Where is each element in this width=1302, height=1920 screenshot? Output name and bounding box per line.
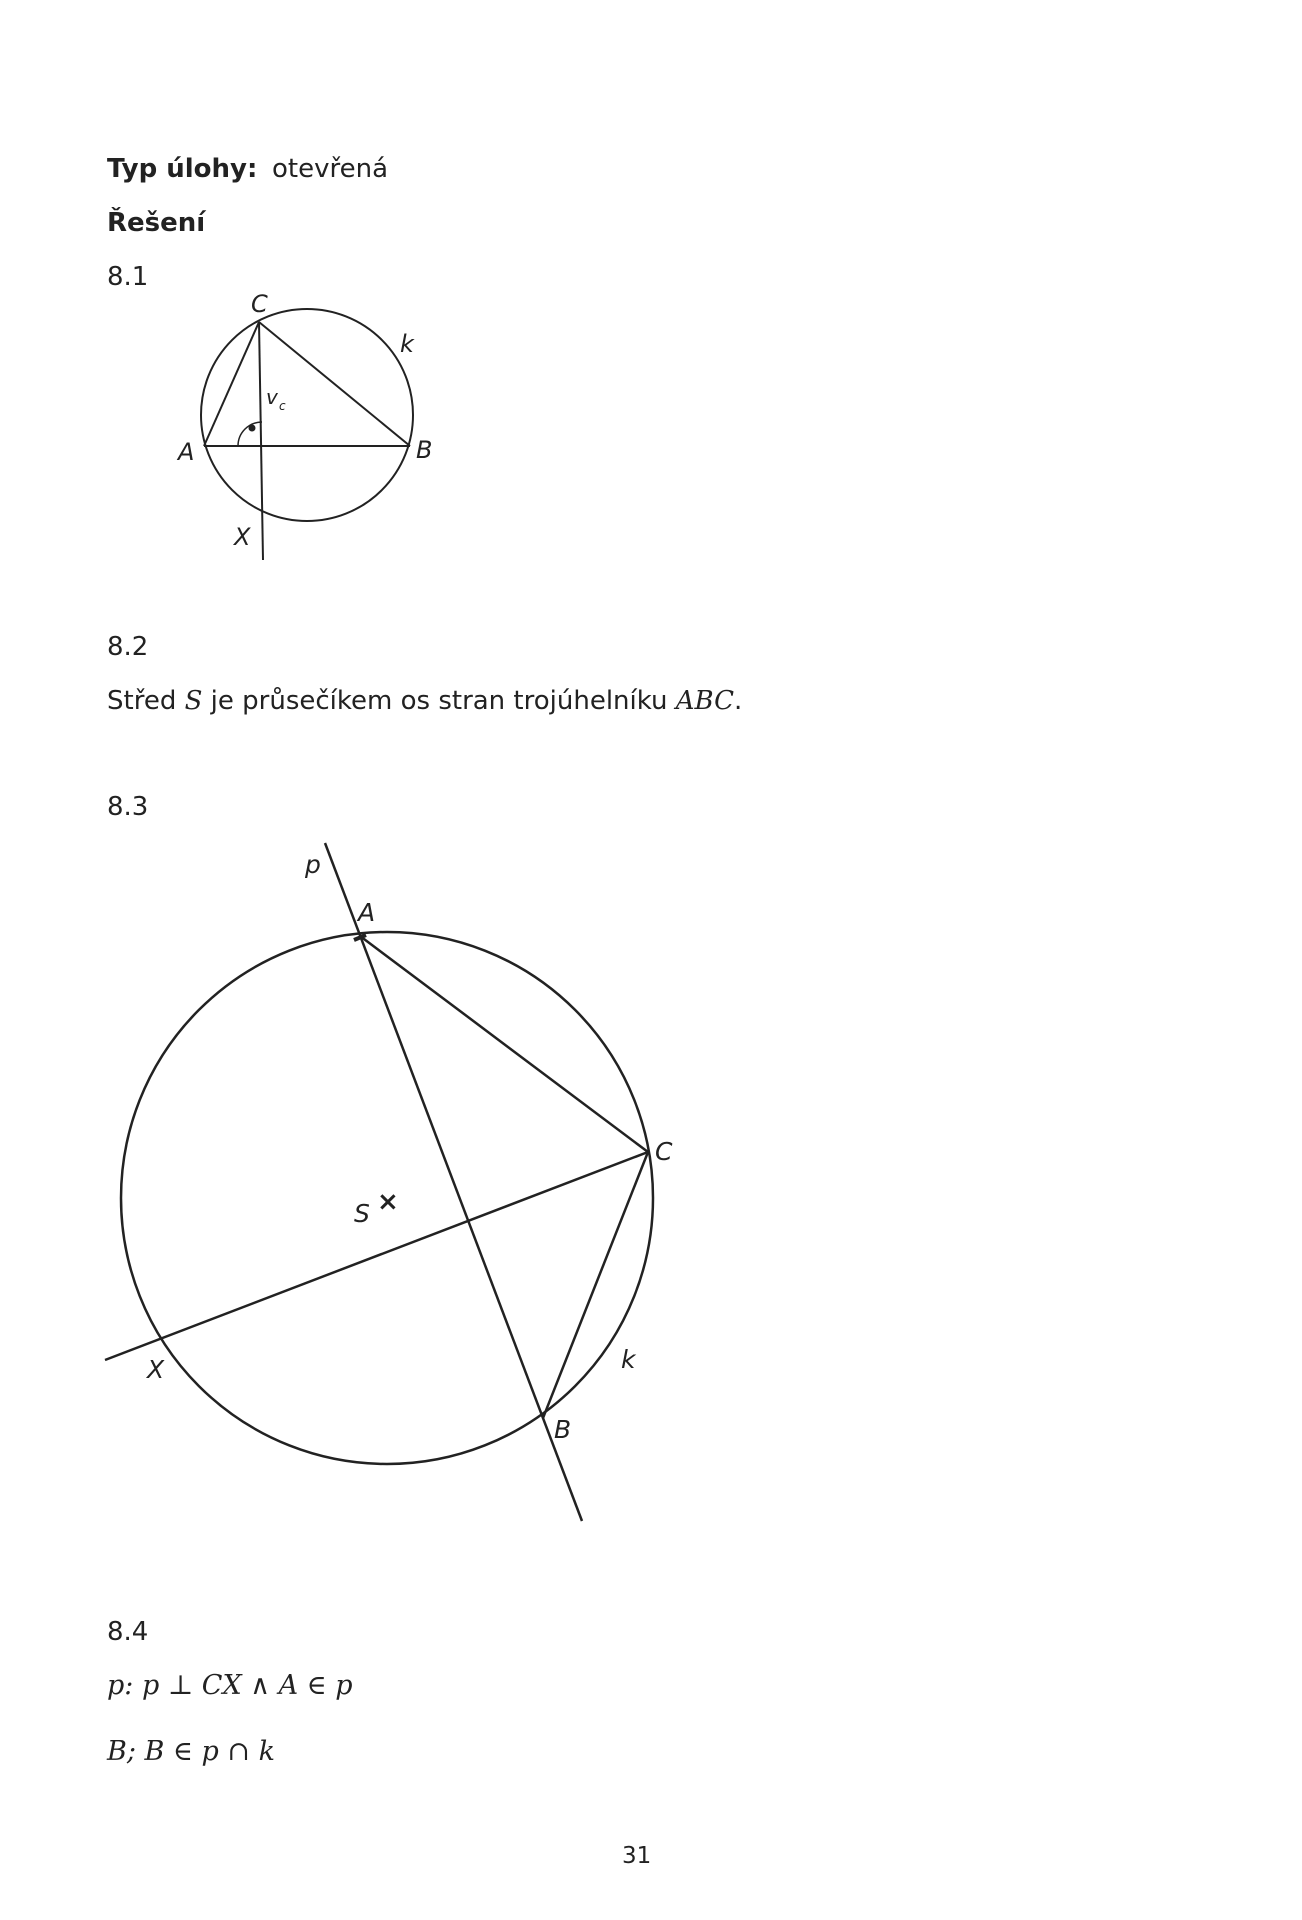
fig1-right-angle-dot (249, 425, 256, 432)
fig2-label-x: X (147, 1355, 165, 1384)
s82-text-part3: . (734, 686, 743, 716)
fig1-label-c: C (251, 290, 268, 318)
fig2-label-a: A (358, 898, 376, 927)
fig1-side-cb (259, 322, 410, 446)
fig1-label-k: k (400, 330, 414, 358)
section-8-2-text (107, 686, 742, 716)
fig2-label-s: S (354, 1199, 370, 1228)
fig1-circle-k (201, 309, 413, 521)
section-8-4-formula-2: B; B ∈ p ∩ k (107, 1736, 275, 1767)
fig2-label-b: B (554, 1415, 572, 1444)
fig1-label-b: B (416, 436, 433, 464)
fig1-label-x: X (234, 523, 251, 551)
fig2-side-cb (543, 1152, 648, 1418)
fig2-center-mark: × (377, 1187, 399, 1217)
section-8-4-number: 8.4 (107, 1617, 149, 1647)
fig2-line-cx (105, 1152, 648, 1360)
fig2-line-p (325, 843, 582, 1521)
section-8-2-number: 8.2 (107, 632, 149, 662)
s82-var-abc: ABC (675, 686, 735, 716)
solution-heading: Řešení (107, 208, 206, 238)
s82-text-part2: je průsečíkem os stran trojúhelníku (202, 686, 676, 716)
page-number: 31 (622, 1843, 652, 1869)
s82-var-s: S (184, 686, 203, 716)
fig2-label-c: C (655, 1137, 673, 1166)
fig1-label-vsub: c (279, 399, 286, 413)
section-8-1-number: 8.1 (107, 262, 149, 292)
fig1-label-a: A (178, 438, 195, 466)
fig2-label-k: k (621, 1345, 636, 1374)
section-8-4-formula-1: p: p ⊥ CX ∧ A ∈ p (107, 1670, 353, 1701)
figure-8-1 (201, 309, 413, 560)
fig1-altitude-line (259, 322, 263, 560)
task-type-value: otevřená (272, 154, 389, 184)
section-8-3-number: 8.3 (107, 792, 149, 822)
task-type-label: Typ úlohy: (107, 154, 258, 184)
fig2-label-p: p (305, 850, 321, 879)
s82-text-part1: Střed (107, 686, 185, 716)
fig1-label-v: v (266, 385, 278, 409)
